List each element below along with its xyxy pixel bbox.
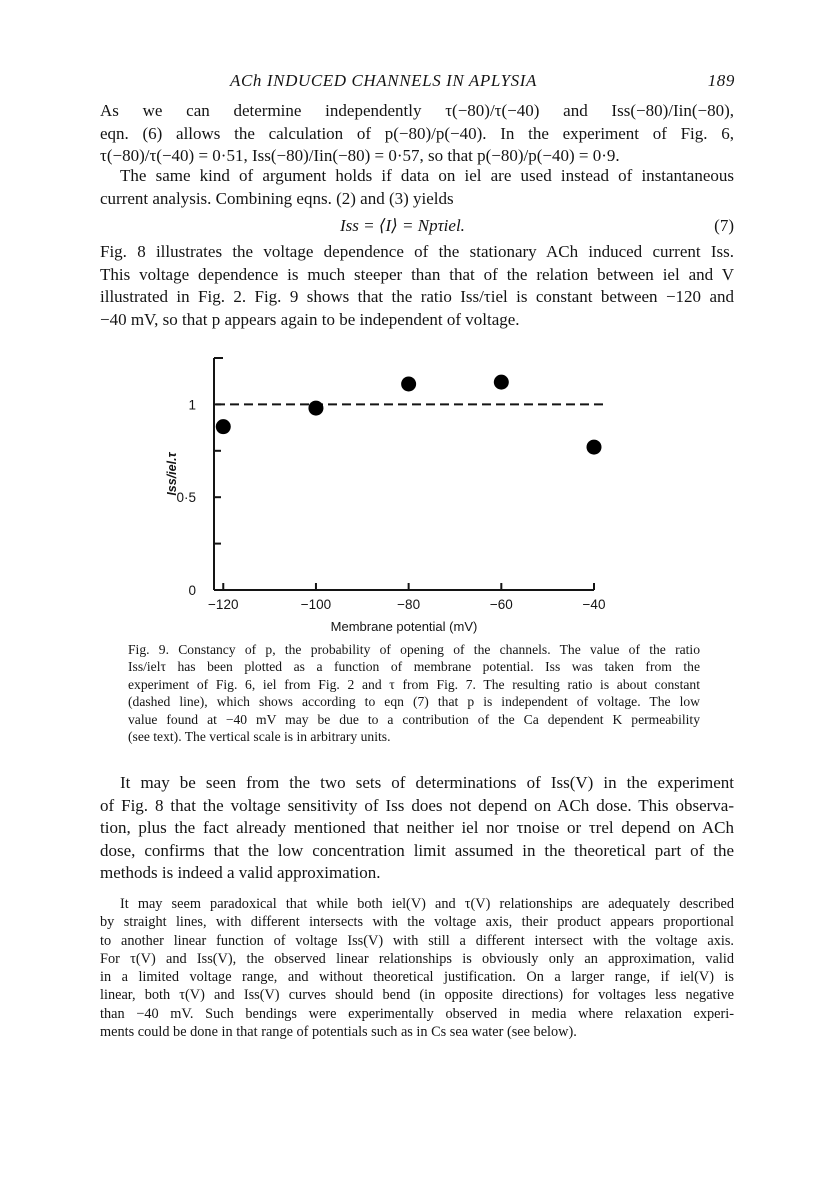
paragraph-5-footnote: [100, 895, 734, 1041]
y-tick-label: 0·5: [176, 490, 196, 506]
text-line: It may be seen from the two sets of determinations of Iss(V) in the experiment: [120, 773, 734, 792]
text-line: eqn. (6) allows the calculation of p(−80)/p(−40). In the experiment of Fig. 6,: [100, 123, 734, 143]
text-line: methods is indeed a valid approximation.: [100, 863, 381, 882]
figure-9-caption: [128, 641, 700, 745]
text-line: current analysis. Combining eqns. (2) and (3) yields: [100, 188, 454, 208]
chart-marks: [216, 375, 608, 455]
x-axis-label: Membrane potential (mV): [330, 619, 478, 634]
y-axis-label: Iss/iel.τ: [165, 452, 179, 496]
text-line: It may seem paradoxical that while both iel(V) and τ(V) relationships are adequately described: [120, 896, 734, 912]
text-line: dose, confirms that the low concentration limit assumed in the theoretical part of the: [100, 840, 734, 860]
running-head-title: ACh INDUCED CHANNELS IN APLYSIA: [230, 71, 537, 90]
text-line: τ(−80)/τ(−40) = 0·51, Iss(−80)/Iin(−80) = 0·57, so that p(−80)/p(−40) = 0·9.: [100, 146, 620, 165]
text-line: This voltage dependence is much steeper than that of the relation between iel and V: [100, 264, 734, 284]
caption-line: Fig. 9. Constancy of p, the probability of opening of the channels. The value of the ratio: [128, 642, 700, 657]
text-line: of Fig. 8 that the voltage sensitivity of Iss does not depend on ACh dose. This observa-: [100, 795, 734, 815]
x-tick-label: −120: [208, 597, 239, 612]
data-point: [401, 376, 416, 391]
x-tick-label: −40: [582, 597, 606, 612]
caption-line: experiment of Fig. 6, iel from Fig. 2 and τ from Fig. 7. The resulting ratio is about constant: [128, 676, 700, 692]
text-line: tion, plus the fact already mentioned that neither iel nor τnoise or τrel depend on ACh: [100, 818, 734, 837]
data-point: [587, 440, 602, 455]
text-line: by straight lines, with different intersects with the voltage axis, their product appears proportional: [100, 914, 734, 931]
text-line: As we can determine independently τ(−80)/τ(−40) and Iss(−80)/Iin(−80),: [100, 101, 734, 120]
data-point: [494, 375, 509, 390]
text-line: than −40 mV. Such bendings were experimentally observed in media where relaxation experi-: [100, 1005, 734, 1022]
text-line: linear, both τ(V) and Iss(V) curves should bend (in opposite directions) for voltages less negative: [100, 987, 734, 1004]
paragraph-4: [100, 772, 734, 885]
text-line: Fig. 8 illustrates the voltage dependence of the stationary ACh induced current Iss.: [100, 242, 734, 261]
data-point: [216, 419, 231, 434]
y-tick-label: 1: [188, 397, 196, 413]
page-number: 189: [707, 71, 735, 90]
x-tick-label: −80: [397, 597, 421, 612]
caption-line: (dashed line), which shows according to eqn (7) that p is independent of voltage. The low: [128, 694, 700, 710]
text-line: in a limited voltage range, and without theoretical justification. On a larger range, if iel(V) is: [100, 969, 734, 986]
text-line: ments could be done in that range of potentials such as in Cs sea water (see below).: [100, 1024, 577, 1041]
chart-labels: [165, 397, 605, 634]
text-line: −40 mV, so that p appears again to be independent of voltage.: [100, 309, 520, 329]
text-line: to another linear function of voltage Iss(V) with still a different intersect with the voltage axis.: [100, 932, 734, 949]
y-tick-label: 0: [188, 583, 196, 598]
data-point: [308, 401, 323, 416]
caption-line: value found at −40 mV may be due to a contribution of the Ca dependent K permeability: [128, 711, 700, 727]
text-line: illustrated in Fig. 2. Fig. 9 shows that the ratio Iss/τiel is constant between −120 and: [100, 287, 734, 306]
x-tick-label: −100: [300, 597, 332, 612]
equation-body: Iss = ⟨I⟩ = Npτiel.: [340, 216, 465, 235]
text-line: For τ(V) and Iss(V), the observed linear relationships is obviously only an approximation, valid: [100, 950, 734, 967]
text-line: The same kind of argument holds if data on iel are used instead of instantaneous: [120, 166, 734, 185]
caption-line: (see text). The vertical scale is in arbitrary units.: [128, 729, 391, 745]
chart-axes: [214, 358, 594, 590]
x-tick-label: −60: [489, 597, 513, 612]
equation-number: (7): [714, 216, 734, 235]
caption-line: Iss/ielτ has been plotted as a function of membrane potential. Iss was taken from the: [128, 659, 700, 675]
